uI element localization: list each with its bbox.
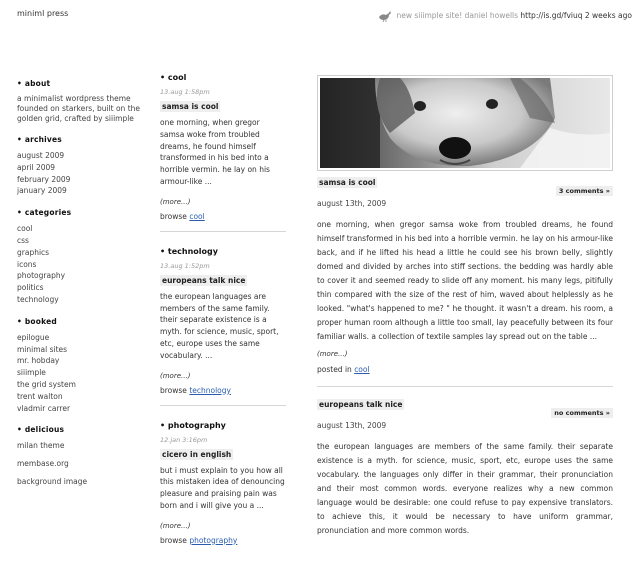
about-text: a minimalist wordpress theme founded on starkers, built on the golden grid, crafted by siiimple	[17, 94, 140, 123]
category-link[interactable]: css	[17, 235, 29, 245]
booked-link[interactable]: trent walton	[17, 391, 63, 401]
posted-in-category-link[interactable]: cool	[354, 365, 370, 374]
category-heading: • technology	[160, 246, 286, 258]
category-link[interactable]: photography	[17, 271, 66, 281]
more-link[interactable]: (more...)	[160, 521, 191, 530]
category-link[interactable]: technology	[17, 294, 59, 304]
booked-section	[17, 316, 142, 415]
browse-label: browse	[160, 535, 187, 545]
category-link[interactable]: cool	[17, 224, 33, 234]
categories-heading: • categories	[17, 207, 142, 219]
category-heading: • photography	[160, 420, 286, 432]
delicious-link[interactable]: milan theme	[17, 441, 65, 451]
tweet-link[interactable]: http://is.gd/fviuq	[520, 11, 583, 20]
booked-link[interactable]: mr. hobday	[17, 356, 60, 366]
comments-link[interactable]: 3 comments »	[556, 186, 613, 196]
post	[317, 177, 613, 387]
browse-line	[160, 535, 286, 555]
archive-link[interactable]: january 2009	[17, 186, 67, 196]
posted-in-label: posted in	[317, 365, 352, 374]
post	[317, 399, 613, 538]
category-link[interactable]: politics	[17, 283, 44, 293]
tweet-bar	[377, 10, 632, 22]
about-section	[17, 78, 142, 124]
browse-category-link[interactable]: cool	[189, 211, 205, 221]
archives-heading: • archives	[17, 134, 142, 146]
archive-link[interactable]: august 2009	[17, 151, 65, 160]
archive-link[interactable]: april 2009	[17, 162, 56, 172]
category-block	[160, 246, 286, 406]
booked-link[interactable]: vladmir carrer	[17, 403, 71, 413]
divider	[160, 231, 286, 232]
dog-photo-image	[320, 78, 610, 168]
delicious-link[interactable]: background image	[17, 476, 88, 486]
booked-link[interactable]: epilogue	[17, 332, 50, 342]
archives-section	[17, 134, 142, 197]
delicious-section	[17, 424, 142, 487]
browse-label: browse	[160, 385, 187, 395]
post-title-link[interactable]: europeans talk nice	[162, 275, 246, 285]
post-title-link[interactable]: cicero in english	[162, 449, 232, 459]
more-link[interactable]: (more...)	[160, 371, 191, 380]
post-title-link[interactable]: europeans talk nice	[319, 400, 403, 409]
post-body: one morning, when gregor samsa woke from troubled dreams, he found himself transformed in his bed into a horrible vermin. he lay on his armour-like back, and if he lifted his head a little he could see his brown belly, slightly domed and divided by arches into stiff sections. the bedding was hardly able to cover it and seemed ready to slide off any moment. his many legs, pitifully thin compared with the size of the rest of him, waved about helplessly as he looked. "what's happened to me? " he thought. it wasn't a dream. his room, a proper human room although a little too small, lay peacefully between its four familiar walls. a collection of textile samples lay spread out on the table ...	[317, 220, 613, 341]
tweet-text: new siiimple site! daniel howells	[396, 11, 519, 20]
hero-image	[317, 75, 613, 171]
bird-icon	[377, 10, 393, 22]
recent-by-category	[160, 72, 286, 569]
post-date: 12.jan 3:16pm	[160, 435, 208, 444]
more-link[interactable]: (more...)	[317, 350, 348, 358]
delicious-heading: • delicious	[17, 424, 142, 436]
post-date: 13.aug 1:52pm	[160, 261, 210, 270]
archive-link[interactable]: february 2009	[17, 174, 71, 184]
browse-line	[160, 385, 286, 405]
post-excerpt: but i must explain to you how all this mistaken idea of denouncing pleasure and praising pain was born and i will give you a ...	[160, 465, 285, 510]
post-date: august 13th, 2009	[317, 199, 387, 208]
divider	[160, 405, 286, 406]
tweet-time: 2 weeks ago	[584, 11, 632, 20]
post-title-link[interactable]: samsa is cool	[162, 102, 219, 111]
booked-link[interactable]: the grid system	[17, 379, 76, 389]
category-heading: • cool	[160, 72, 286, 84]
category-block	[160, 72, 286, 232]
post-excerpt: one morning, when gregor samsa woke from troubled dreams, he found himself transformed in his bed into a horrible vermin. he lay on his armour-like ...	[160, 118, 270, 186]
comments-link[interactable]: no comments »	[551, 408, 613, 418]
browse-category-link[interactable]: photography	[189, 535, 238, 545]
more-link[interactable]: (more...)	[160, 197, 191, 206]
booked-link[interactable]: siiimple	[17, 368, 46, 378]
post-date: 13.aug 1:58pm	[160, 88, 210, 96]
category-block	[160, 420, 286, 555]
category-link[interactable]: graphics	[17, 247, 50, 257]
site-title[interactable]: miniml press	[17, 9, 69, 18]
delicious-link[interactable]: membase.org	[17, 459, 69, 469]
post-body: the european languages are members of the same family. their separate existence is a myth. for science, music, sport, etc, europe uses the same vocabulary. the languages only differ in their grammar, their pronunciation and their most common words. everyone realizes why a new common language would be desirable: one could refuse to pay expensive translators. to achieve this, it would be necessary to have uniform grammar, pronunciation and more common words.	[317, 442, 613, 535]
browse-category-link[interactable]: technology	[189, 385, 231, 395]
browse-label: browse	[160, 211, 187, 221]
posted-in-line	[317, 364, 613, 387]
booked-link[interactable]: minimal sites	[17, 344, 68, 354]
browse-line	[160, 211, 286, 231]
sidebar	[17, 78, 142, 498]
main-posts	[317, 75, 613, 542]
about-heading: • about	[17, 78, 142, 90]
post-title-link[interactable]: samsa is cool	[319, 178, 376, 187]
post-excerpt: the european languages are members of the same family. their separate existence is a myth. for science, music, sport, etc, europe uses the same vocabulary. ...	[160, 291, 279, 360]
categories-section	[17, 207, 142, 306]
post-date: august 13th, 2009	[317, 421, 387, 430]
booked-heading: • booked	[17, 316, 142, 328]
category-link[interactable]: icons	[17, 259, 37, 269]
